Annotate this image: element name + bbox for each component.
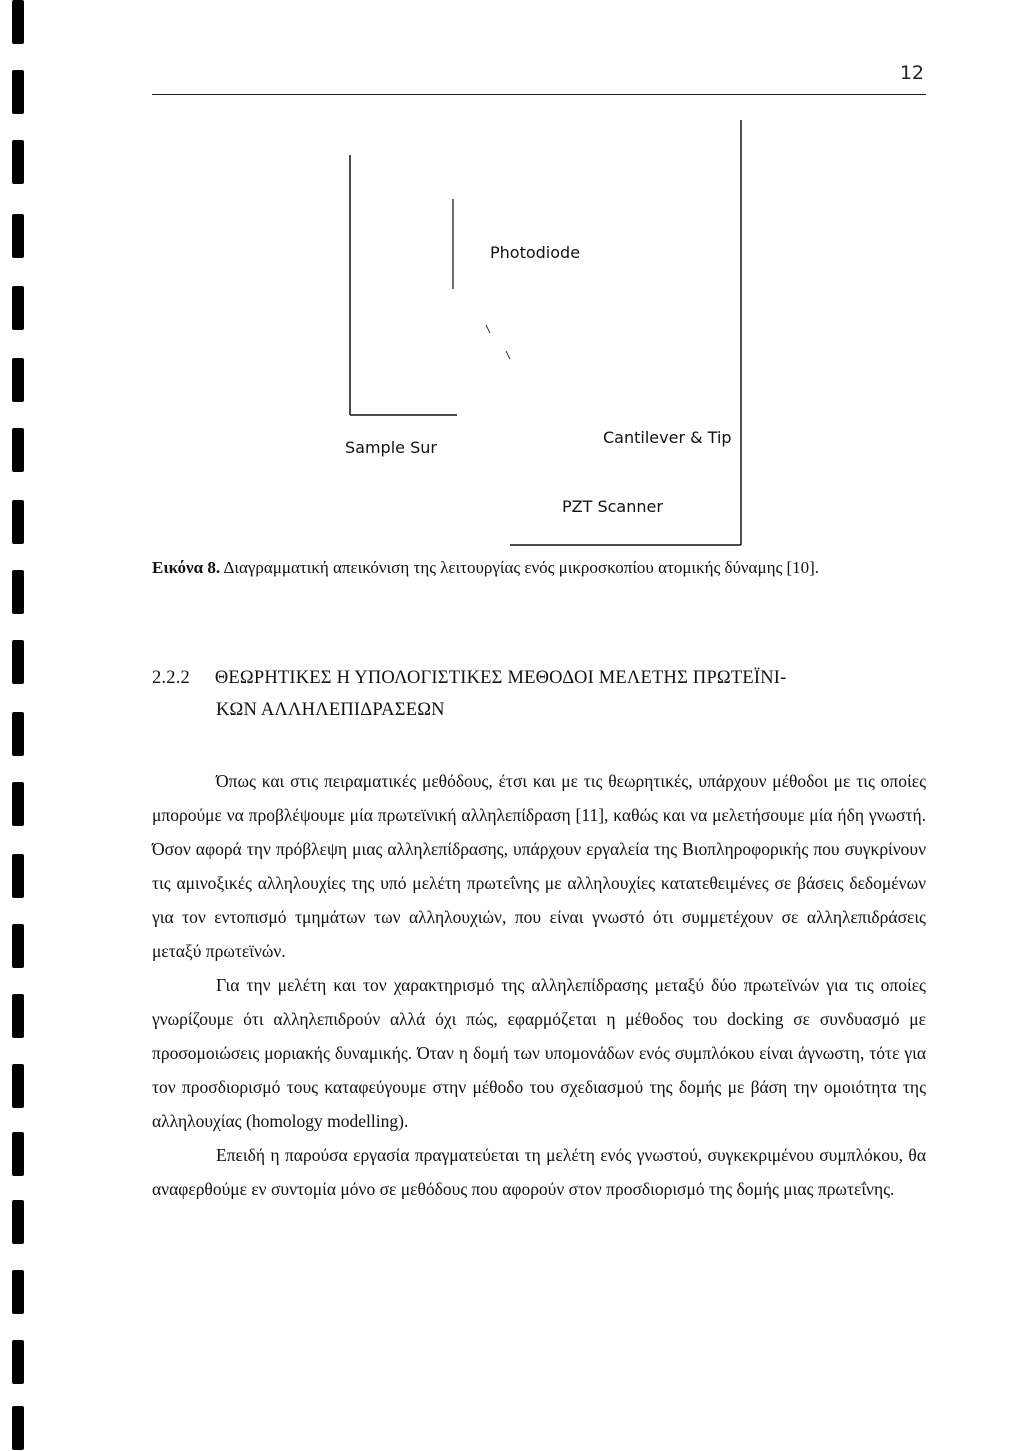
binding-mark [12,214,24,258]
page-number: 12 [899,62,924,84]
binding-mark [12,358,24,402]
sample-surface-label: Sample Sur [345,438,437,457]
afm-diagram-lines [300,115,760,555]
caption-label: Εικόνα 8. [152,558,221,577]
binding-mark [12,1406,24,1450]
binding-mark [12,428,24,472]
body-text [152,764,926,1206]
binding-mark [12,70,24,114]
laser-beam-dash [486,325,490,333]
binding-mark [12,1064,24,1108]
binding-mark [12,0,24,44]
binding-mark [12,994,24,1038]
binding-mark [12,570,24,614]
section-number: 2.2.2 [152,668,190,688]
binding-mark [12,712,24,756]
binding-mark [12,140,24,184]
section-title-line1: ΘΕΩΡΗΤΙΚΕΣ Η ΥΠΟΛΟΓΙΣΤΙΚΕΣ ΜΕΘΟΔΟΙ ΜΕΛΕΤΗΣ ΠΡΩΤΕΪΝΙ- [214,668,787,688]
header-rule [152,94,926,95]
binding-mark [12,782,24,826]
binding-mark [12,1200,24,1244]
binding-mark [12,640,24,684]
laser-beam-dash [506,351,510,359]
binding-mark [12,286,24,330]
paragraph: Για την μελέτη και τον χαρακτηρισμό της αλληλεπίδρασης μεταξύ δύο πρωτεϊνών για τις οποίες γνωρίζουμε ότι αλληλεπιδρούν αλλά όχι πώς, εφαρμόζεται η μέθοδος του docking σε συνδυασμό με προσομοιώσεις μοριακής δυναμικής. Όταν η δομή των υπομονάδων ενός συμπλόκου είναι άγνωστη, τότε για τον προσδιορισμό τους καταφεύγουμε στην μέθοδο του σχεδιασμού της δομής με βάση την ομοιότητα της αλληλουχίας (homology modelling). [152,975,926,1131]
figure-caption [152,556,932,580]
scanner-label: PZT Scanner [562,497,663,516]
binding-mark [12,854,24,898]
caption-text: Διαγραμματική απεικόνιση της λειτουργίας ενός μικροσκοπίου ατομικής δύναμης [10]. [220,558,820,577]
binding-mark [12,1340,24,1384]
section-heading [152,662,932,726]
binding-mark [12,1132,24,1176]
section-title-line2: ΚΩΝ ΑΛΛΗΛΕΠΙΔΡΑΣΕΩΝ [216,700,445,720]
photodiode-label: Photodiode [490,243,581,262]
cantilever-label: Cantilever & Tip [603,428,732,447]
binding-strip [0,0,40,1451]
paragraph: Επειδή η παρούσα εργασία πραγματεύεται τη μελέτη ενός γνωστού, συγκεκριμένου συμπλόκου, θα αναφερθούμε εν συντομία μόνο σε μεθόδους που αφορούν στον προσδιορισμό της δομής μιας πρωτεΐνης. [152,1145,926,1199]
binding-mark [12,1270,24,1314]
binding-mark [12,924,24,968]
binding-mark [12,500,24,544]
afm-diagram [300,115,760,555]
paragraph: Όπως και στις πειραματικές μεθόδους, έτσι και με τις θεωρητικές, υπάρχουν μέθοδοι με τις οποίες μπορούμε να προβλέψουμε μία πρωτεϊνική αλληλεπίδραση [11], καθώς και να μελετήσουμε μία ήδη γνωστή. Όσον αφορά την πρόβλεψη μιας αλληλεπίδρασης, υπάρχουν εργαλεία της Βιοπληροφορικής που συγκρίνουν τις αμινοξικές αλληλουχίες της υπό μελέτη πρωτεΐνης με αλληλουχίες κατατεθειμένες σε βάσεις δεδομένων για τον εντοπισμό τμημάτων των αλληλουχιών, που είναι γνωστό ότι συμμετέχουν σε αλληλεπιδράσεις μεταξύ πρωτεϊνών. [152,771,926,961]
